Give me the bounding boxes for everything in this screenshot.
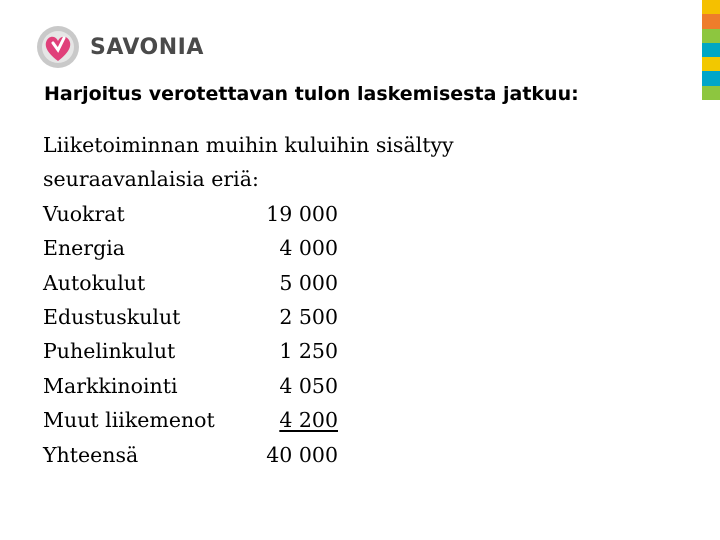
expense-row xyxy=(43,231,523,265)
slide-content xyxy=(43,128,523,472)
expense-row xyxy=(43,197,523,231)
slide-title: Harjoitus verotettavan tulon laskemisesta jatkuu: xyxy=(44,83,579,105)
accent-segment xyxy=(702,43,720,57)
expense-label: Energia xyxy=(43,236,125,261)
accent-segment xyxy=(702,86,720,100)
expense-row xyxy=(43,266,523,300)
savonia-heart-logo-icon xyxy=(36,25,80,69)
expense-value: 5 000 xyxy=(279,270,338,295)
accent-segment xyxy=(702,0,720,14)
expense-label: Muut liikemenot xyxy=(43,408,215,433)
expense-label: Markkinointi xyxy=(43,373,178,398)
expense-value: 4 050 xyxy=(279,373,338,398)
logo-text: SAVONIA xyxy=(90,34,204,60)
expense-label: Edustuskulut xyxy=(43,305,181,330)
total-label: Yhteensä xyxy=(43,442,139,467)
expense-value: 4 000 xyxy=(279,236,338,261)
expense-label: Vuokrat xyxy=(43,201,125,226)
accent-segment xyxy=(702,14,720,28)
expense-value: 4 200 xyxy=(279,408,338,433)
total-row xyxy=(43,438,523,472)
accent-segment xyxy=(702,71,720,85)
total-value: 40 000 xyxy=(266,442,338,467)
expense-value: 19 000 xyxy=(266,201,338,226)
accent-segment xyxy=(702,29,720,43)
expense-row xyxy=(43,403,523,437)
expense-label: Autokulut xyxy=(43,270,146,295)
savonia-logo xyxy=(36,24,236,70)
accent-color-bar xyxy=(702,0,720,100)
intro-line: seuraavanlaisia eriä: xyxy=(43,167,259,192)
expense-row xyxy=(43,300,523,334)
intro-line: Liiketoiminnan muihin kuluihin sisältyy xyxy=(43,133,454,157)
expense-row xyxy=(43,369,523,403)
expense-value: 1 250 xyxy=(279,339,338,364)
expense-value: 2 500 xyxy=(279,305,338,330)
expense-label: Puhelinkulut xyxy=(43,339,176,364)
expense-row xyxy=(43,334,523,368)
accent-segment xyxy=(702,57,720,71)
